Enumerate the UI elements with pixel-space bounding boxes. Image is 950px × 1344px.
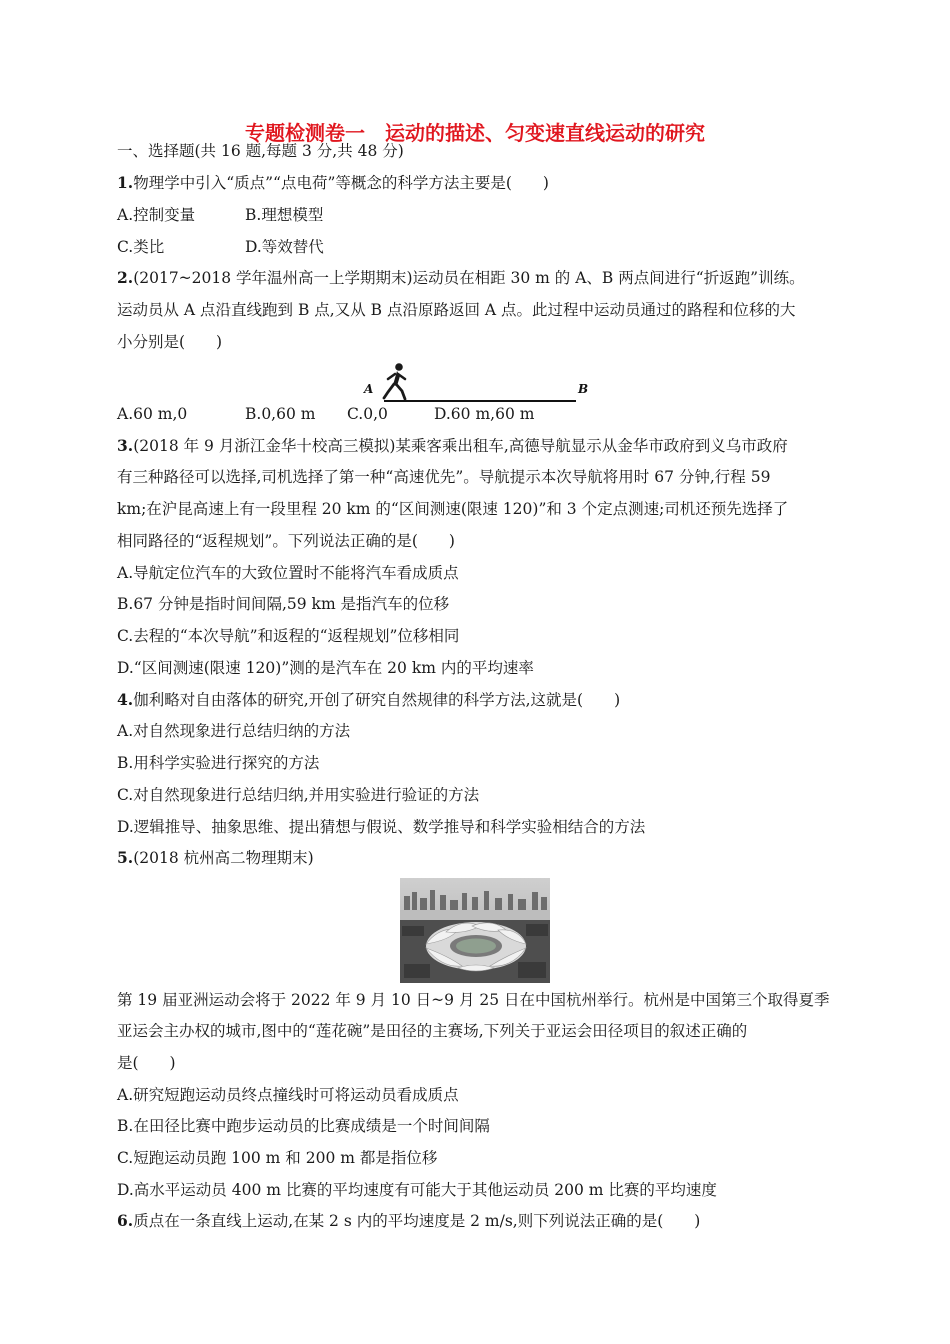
q2-option-d: D.60 m,60 m (434, 405, 535, 423)
question-stem-line: 相同路径的“返程规划”。下列说法正确的是( ) (117, 532, 455, 550)
question-stem-line: 小分别是( ) (117, 333, 223, 351)
q4-option-d: D.逻辑推导、抽象思维、提出猜想与假说、数学推导和科学实验相结合的方法 (117, 818, 646, 836)
question-3 (117, 436, 788, 456)
question-number: 1. (117, 173, 134, 192)
question-stem: 伽利略对自由落体的研究,开创了研究自然规律的科学方法,这就是( ) (133, 691, 621, 709)
question-stem-line: 是( ) (117, 1054, 176, 1072)
point-b-label: B (578, 382, 589, 396)
question-5 (117, 848, 314, 868)
q2-option-c: C.0,0 (347, 405, 388, 423)
q5-option-a: A.研究短跑运动员终点撞线时可将运动员看成质点 (117, 1086, 459, 1104)
q3-option-c: C.去程的“本次导航”和返程的“返程规划”位移相同 (117, 627, 460, 645)
section-heading: 一、选择题(共 16 题,每题 3 分,共 48 分) (117, 142, 404, 160)
q1-option-b: B.理想模型 (245, 206, 324, 224)
question-4 (117, 690, 620, 710)
question-stem-line: (2018 年 9 月浙江金华十校高三模拟)某乘客乘出租车,高德导航显示从金华市政府到义乌市政府 (133, 437, 788, 455)
question-1 (117, 173, 549, 193)
question-stem-line: 亚运会主办权的城市,图中的“莲花碗”是田径的主赛场,下列关于亚运会田径项目的叙述正确的 (117, 1022, 748, 1040)
q4-option-b: B.用科学实验进行探究的方法 (117, 754, 320, 772)
question-number: 5. (117, 848, 134, 867)
q2-option-a: A.60 m,0 (117, 405, 188, 423)
runner-icon (384, 363, 405, 399)
q3-option-b: B.67 分钟是指时间间隔,59 km 是指汽车的位移 (117, 595, 450, 613)
q4-option-a: A.对自然现象进行总结归纳的方法 (117, 722, 351, 740)
stadium-photo (400, 878, 550, 983)
q1-option-a: A.控制变量 (117, 206, 196, 224)
q3-option-a: A.导航定位汽车的大致位置时不能将汽车看成质点 (117, 564, 459, 582)
question-2 (117, 268, 805, 288)
question-number: 6. (117, 1211, 134, 1230)
question-6 (117, 1211, 700, 1231)
question-number: 2. (117, 268, 134, 287)
q5-option-c: C.短跑运动员跑 100 m 和 200 m 都是指位移 (117, 1149, 438, 1167)
q3-option-d: D.“区间测速(限速 120)”测的是汽车在 20 km 内的平均速率 (117, 659, 534, 677)
question-stem-line: 运动员从 A 点沿直线跑到 B 点,又从 B 点沿原路返回 A 点。此过程中运动员通过的路程和位移的大 (117, 301, 796, 319)
point-a-label: A (364, 382, 374, 396)
q1-option-c: C.类比 (117, 238, 165, 256)
question-stem-line: 有三种路径可以选择,司机选择了第一种“高速优先”。导航提示本次导航将用时 67 分钟,行程 59 (117, 468, 771, 486)
question-number: 3. (117, 436, 134, 455)
page-title: 专题检测卷一 运动的描述、匀变速直线运动的研究 (245, 121, 705, 145)
q2-option-b: B.0,60 m (245, 405, 316, 423)
question-stem-line: 第 19 届亚洲运动会将于 2022 年 9 月 10 日~9 月 25 日在中国杭州举行。杭州是中国第三个取得夏季 (117, 991, 830, 1009)
runner-track-figure (360, 360, 590, 408)
question-source: (2018 杭州高二物理期末) (133, 849, 314, 867)
q1-option-d: D.等效替代 (245, 238, 324, 256)
q4-option-c: C.对自然现象进行总结归纳,并用实验进行验证的方法 (117, 786, 480, 804)
question-stem: 质点在一条直线上运动,在某 2 s 内的平均速度是 2 m/s,则下列说法正确的是( ) (133, 1212, 701, 1230)
question-stem-line: (2017~2018 学年温州高一上学期期末)运动员在相距 30 m 的 A、B 两点间进行“折返跑”训练。 (133, 269, 805, 287)
question-stem: 物理学中引入“质点”“点电荷”等概念的科学方法主要是( ) (133, 174, 549, 192)
q5-option-b: B.在田径比赛中跑步运动员的比赛成绩是一个时间间隔 (117, 1117, 490, 1135)
question-stem-line: km;在沪昆高速上有一段里程 20 km 的“区间测速(限速 120)”和 3 个定点测速;司机还预先选择了 (117, 500, 789, 518)
q5-option-d: D.高水平运动员 400 m 比赛的平均速度有可能大于其他运动员 200 m 比赛的平均速度 (117, 1181, 717, 1199)
question-number: 4. (117, 690, 134, 709)
